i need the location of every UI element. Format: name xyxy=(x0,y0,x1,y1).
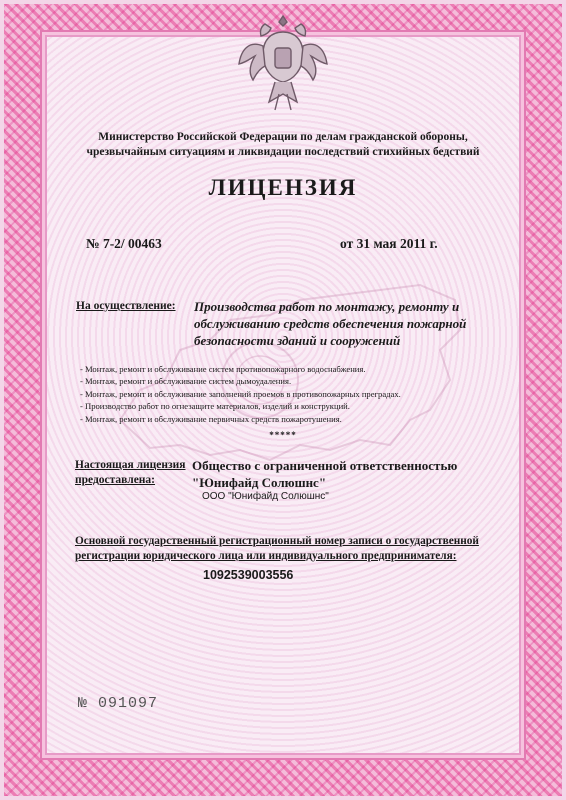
section-separator: ***** xyxy=(269,430,297,440)
list-item: - Монтаж, ремонт и обслуживание систем противопожарного водоснабжения. xyxy=(80,364,366,374)
works-list xyxy=(80,363,500,425)
double-headed-eagle-emblem-icon xyxy=(235,10,331,114)
holder-name-line-2: "Юнифайд Солюшнс" xyxy=(192,475,327,490)
license-date: от 31 мая 2011 г. xyxy=(340,236,438,251)
list-item: - Производство работ по огнезащите материалов, изделий и конструкций. xyxy=(80,401,350,412)
purpose-label: На осуществление: xyxy=(76,300,176,312)
purpose-text: Производства работ по монтажу, ремонту и обслуживанию средств обеспечения пожарной безопасности зданий и сооружений xyxy=(194,299,467,348)
holder-name-line-1: Общество с ограниченной ответственностью xyxy=(192,458,458,473)
holder-name xyxy=(192,457,512,491)
registration-label: Основной государственный регистрационный номер записи о государственной регистрации юридического лица или индивидуального предпринимателя: xyxy=(75,535,479,562)
holder-label: Настоящая лицензия предоставлена: xyxy=(75,459,186,486)
ministry-heading xyxy=(60,130,506,160)
form-serial-number: № 091097 xyxy=(78,695,159,712)
ministry-line-1: Министерство Российской Федерации по делам гражданской обороны, xyxy=(98,131,468,143)
list-item: - Монтаж, ремонт и обслуживание систем дымоудаления. xyxy=(80,376,292,387)
license-number: № 7-2/ 00463 xyxy=(86,236,162,251)
document-title: ЛИЦЕНЗИЯ xyxy=(208,175,358,200)
ministry-line-2: чрезвычайным ситуациям и ликвидации последствий стихийных бедствий xyxy=(86,146,480,158)
holder-short-name: ООО "Юнифайд Солюшнс" xyxy=(202,491,329,502)
list-item: - Монтаж, ремонт и обслуживание первичных средств пожаротушения. xyxy=(80,413,342,424)
ogrn-number: 1092539003556 xyxy=(203,568,294,582)
list-item: - Монтаж, ремонт и обслуживание заполнений проемов в противопожарных преградах. xyxy=(80,388,401,399)
